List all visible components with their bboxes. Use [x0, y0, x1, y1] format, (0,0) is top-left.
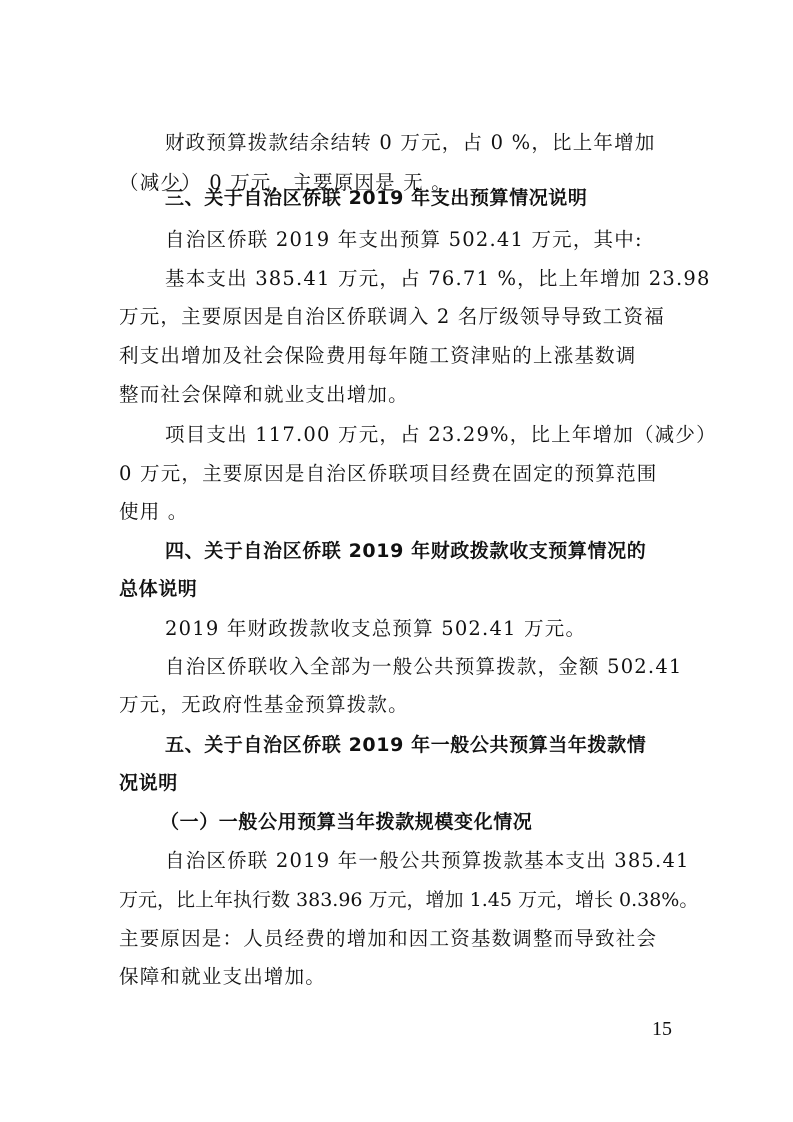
- text-line: 万元，主要原因是自治区侨联调入 2 名厅级领导导致工资福: [119, 305, 665, 328]
- text-line: 0 万元，主要原因是自治区侨联项目经费在固定的预算范围: [119, 462, 658, 485]
- text-line: 财政预算拨款结余结转 0 万元，占 0 %，比上年增加: [165, 131, 656, 154]
- section-heading: 况说明: [119, 772, 178, 794]
- text-line: 使用 。: [119, 500, 189, 523]
- text-line: 2019 年财政拨款收支总预算 502.41 万元。: [165, 617, 587, 640]
- subsection-heading: （一）一般公用预算当年拨款规模变化情况: [160, 811, 533, 833]
- text-line: 万元，比上年执行数 383.96 万元，增加 1.45 万元，增长 0.38%。: [119, 889, 699, 911]
- text-line: 万元，无政府性基金预算拨款。: [119, 693, 409, 716]
- text-line: 基本支出 385.41 万元，占 76.71 %，比上年增加 23.98: [165, 267, 711, 290]
- page-number: 15: [652, 1018, 672, 1040]
- text-line: 整而社会保障和就业支出增加。: [119, 383, 409, 406]
- text-line: 自治区侨联 2019 年一般公共预算拨款基本支出 385.41: [165, 849, 690, 872]
- text-line: 利支出增加及社会保险费用每年随工资津贴的上涨基数调: [119, 344, 637, 367]
- text-line: 主要原因是：人员经费的增加和因工资基数调整而导致社会: [119, 927, 658, 950]
- text-line: 项目支出 117.00 万元，占 23.29%，比上年增加（减少）: [165, 423, 717, 446]
- section-heading: 四、关于自治区侨联 2019 年财政拨款收支预算情况的: [165, 540, 647, 562]
- section-heading: 总体说明: [119, 578, 198, 600]
- text-line: 保障和就业支出增加。: [119, 965, 327, 988]
- section-heading: 五、关于自治区侨联 2019 年一般公共预算当年拨款情: [165, 734, 647, 756]
- text-line: 自治区侨联收入全部为一般公共预算拨款，金额 502.41: [165, 655, 683, 678]
- text-line: 自治区侨联 2019 年支出预算 502.41 万元，其中:: [165, 228, 643, 251]
- text-line: （减少） 0 万元，主要原因是 无 。: [119, 171, 453, 194]
- section-heading: 三、关于自治区侨联 2019 年支出预算情况说明: [165, 187, 588, 209]
